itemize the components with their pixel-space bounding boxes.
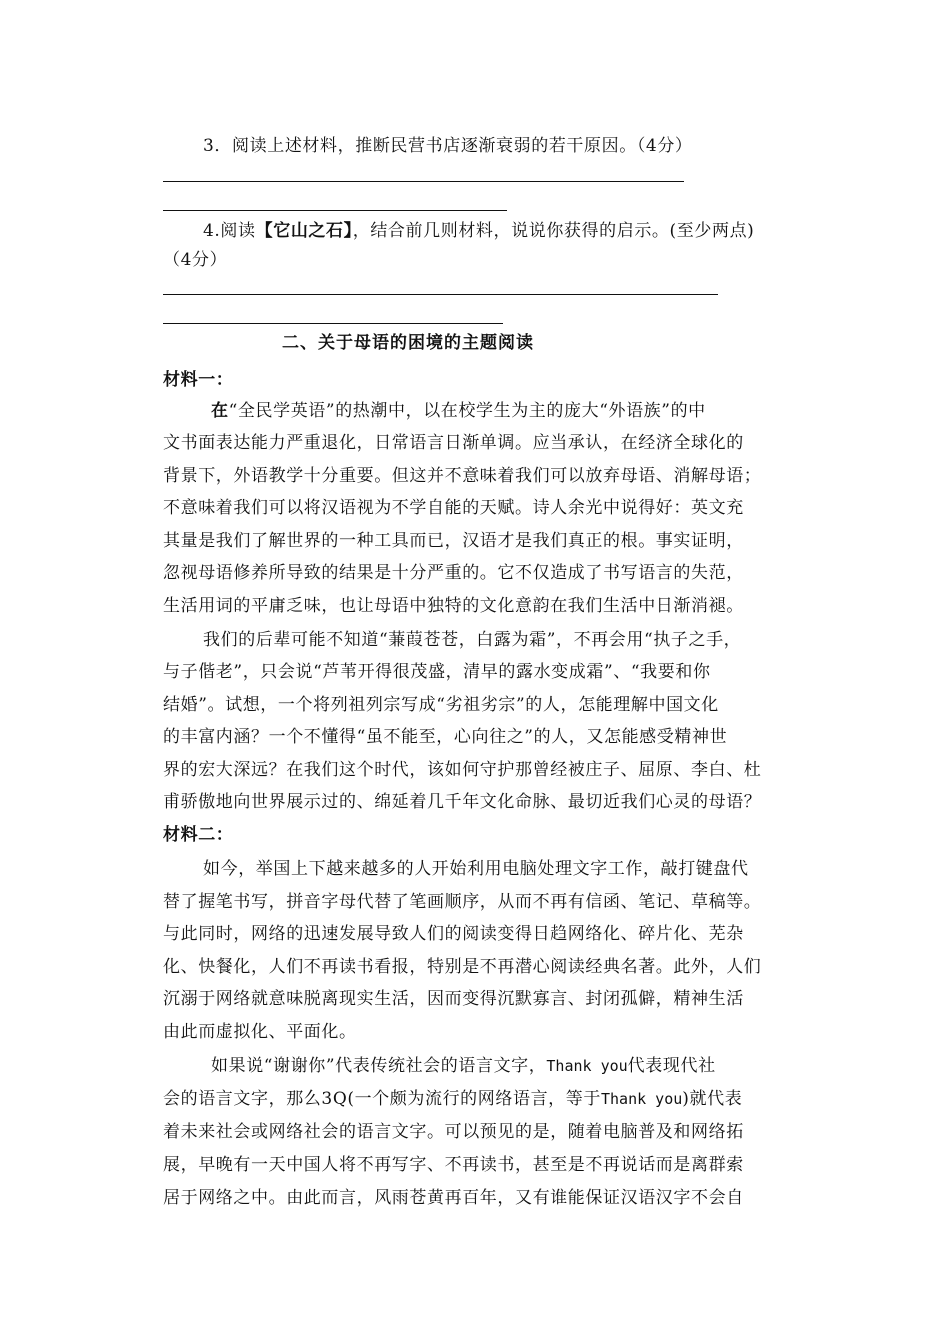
paragraph-line: 如今，举国上下越来越多的人开始利用电脑处理文字工作，敲打键盘代	[203, 859, 749, 879]
english-phrase: Thank you	[546, 1057, 628, 1075]
paragraph-line: 着未来社会或网络社会的语言文字。可以预见的是，随着电脑普及和网络拓	[163, 1122, 744, 1142]
paragraph-line: 结婚”。试想，一个将列祖列宗写成“劣祖劣宗”的人，怎能理解中国文化	[163, 695, 719, 715]
answer-line	[163, 210, 507, 211]
paragraph-line: 不意味着我们可以将汉语视为不学自能的天赋。诗人余光中说得好：英文充	[163, 498, 744, 518]
paragraph-line: 生活用词的平庸乏味，也让母语中独特的文化意韵在我们生活中日渐消褪。	[163, 596, 744, 616]
answer-line	[163, 323, 503, 324]
question-3: 3．阅读上述材料，推断民营书店逐渐衰弱的若干原因。（4分）	[203, 136, 693, 156]
paragraph-line: 如果说“谢谢你”代表传统社会的语言文字，Thank you代表现代社	[211, 1056, 716, 1076]
paragraph-line: 由此而虚拟化、平面化。	[163, 1022, 357, 1042]
question-4-prefix: 阅读	[220, 221, 256, 241]
question-4-score: （4分）	[163, 250, 228, 270]
material-2-label: 材料二：	[163, 825, 234, 845]
question-4	[203, 215, 754, 247]
paragraph-line: 背景下，外语教学十分重要。但这并不意味着我们可以放弃母语、消解母语；	[163, 466, 762, 486]
question-4-rest: ，结合前几则材料，说说你获得的启示。(至少两点)	[352, 221, 755, 241]
paragraph-line: 文书面表达能力严重退化，日常语言日渐单调。应当承认，在经济全球化的	[163, 433, 744, 453]
paragraph-line: 在“全民学英语”的热潮中，以在校学生为主的庞大“外语族”的中	[211, 401, 706, 421]
answer-line	[163, 181, 684, 182]
paragraph-line: 沉溺于网络就意味脱离现实生活，因而变得沉默寡言、封闭孤僻，精神生活	[163, 989, 744, 1009]
paragraph-line: 化、快餐化，人们不再读书看报，特别是不再潜心阅读经典名著。此外，人们	[163, 957, 762, 977]
paragraph-line: 其量是我们了解世界的一种工具而已，汉语才是我们真正的根。事实证明，	[163, 531, 744, 551]
paragraph-line: 会的语言文字，那么3Q(一个颇为流行的网络语言，等于Thank you)就代表	[163, 1089, 743, 1109]
english-phrase: Thank you	[600, 1090, 683, 1108]
paragraph-line: 居于网络之中。由此而言，风雨苍黄再百年，又有谁能保证汉语汉字不会自	[163, 1188, 744, 1208]
question-4-bracket-title: 【它山之石】	[255, 221, 353, 241]
paragraph-line: 甫骄傲地向世界展示过的、绵延着几千年文化命脉、最切近我们心灵的母语？	[163, 792, 762, 812]
question-4-number: 4.	[203, 221, 221, 241]
paragraph-line: 与子偕老”，只会说“芦苇开得很茂盛，清早的露水变成霜”、“我要和你	[163, 662, 711, 682]
section-title: 二、关于母语的困境的主题阅读	[282, 333, 534, 353]
paragraph-line: 与此同时，网络的迅速发展导致人们的阅读变得日趋网络化、碎片化、芜杂	[163, 924, 744, 944]
paragraph-line: 展，早晚有一天中国人将不再写字、不再读书，甚至是不再说话而是离群索	[163, 1155, 744, 1175]
paragraph-line: 我们的后辈可能不知道“蒹葭苍苍，白露为霜”，不再会用“执子之手，	[203, 630, 742, 650]
paragraph-line: 界的宏大深远？在我们这个时代，该如何守护那曾经被庄子、屈原、李白、杜	[163, 760, 762, 780]
answer-line	[163, 294, 718, 295]
paragraph-line: 的丰富内涵？一个不懂得“虽不能至，心向往之”的人，又怎能感受精神世	[163, 727, 728, 747]
material-1-label: 材料一：	[163, 370, 234, 390]
paragraph-line: 替了握笔书写，拼音字母代替了笔画顺序，从而不再有信函、笔记、草稿等。	[163, 892, 762, 912]
paragraph-line: 忽视母语修养所导致的结果是十分严重的。它不仅造成了书写语言的失范，	[163, 563, 744, 583]
first-char: 在	[211, 401, 229, 421]
